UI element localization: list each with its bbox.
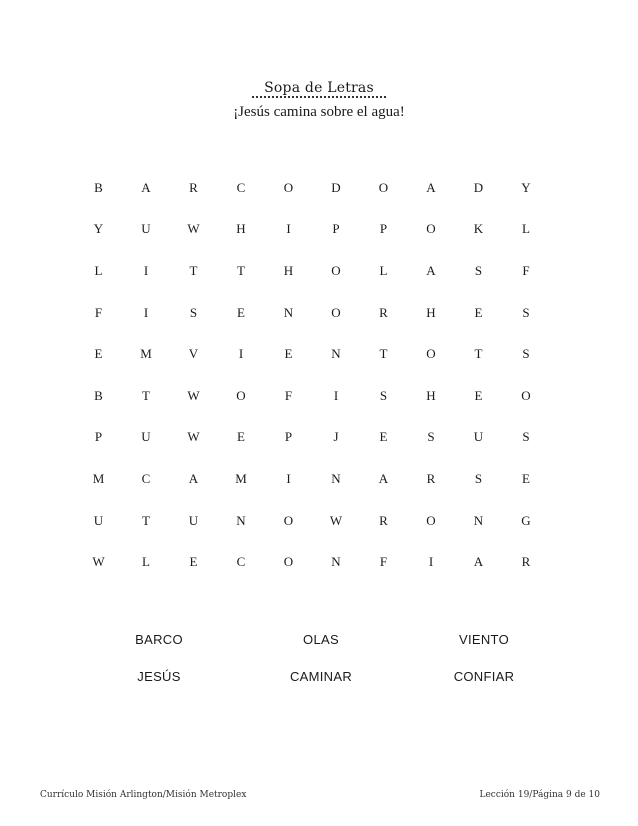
grid-row [75,250,555,292]
word-list-item: CAMINAR [289,669,353,684]
grid-letter: B [94,179,104,195]
grid-letter: A [188,470,199,486]
grid-letter: S [522,429,531,445]
grid-letter: O [283,179,294,195]
grid-letter: E [522,470,531,486]
grid-letter: E [284,346,293,362]
grid-letter: O [331,304,342,320]
grid-letter: W [187,429,201,445]
grid-letter: C [236,179,246,195]
grid-letter: W [187,221,201,237]
word-list-item: CONFIAR [453,669,515,684]
grid-letter: O [378,179,389,195]
grid-letter: M [140,346,153,362]
grid-letter: N [331,346,342,362]
grid-letter: Y [521,179,532,195]
grid-letter: U [141,429,152,445]
grid-letter: T [189,262,198,278]
footer-curriculum: Currículo Misión Arlington/Misión Metroplex [40,790,247,800]
grid-letter: E [237,429,246,445]
grid-letter: K [473,221,484,237]
grid-letter: I [143,304,149,320]
grid-letter: U [93,512,104,528]
grid-letter: N [331,470,342,486]
grid-letter: E [474,304,483,320]
grid-letter: T [237,262,246,278]
grid-row [75,375,555,417]
grid-letter: L [94,262,103,278]
grid-letter: O [283,512,294,528]
grid-letter: P [379,221,388,237]
grid-letter: A [426,262,437,278]
grid-letter: O [331,262,342,278]
grid-letter: T [474,346,483,362]
grid-letter: I [286,221,292,237]
word-list-item: VIENTO [459,632,509,647]
grid-letter: V [188,346,199,362]
grid-letter: C [236,554,246,570]
grid-letter: D [331,179,342,195]
grid-letter: O [426,346,437,362]
grid-letter: O [426,221,437,237]
grid-row [75,167,555,209]
grid-letter: P [332,221,341,237]
grid-letter: O [236,387,247,403]
grid-letter: W [187,387,201,403]
grid-letter: S [427,429,436,445]
grid-row [75,541,555,583]
grid-letter: A [426,179,437,195]
grid-letter: P [284,429,293,445]
grid-letter: E [379,429,388,445]
word-list-row [0,632,638,669]
grid-row [75,500,555,542]
grid-letter: T [142,512,151,528]
grid-letter: H [426,387,437,403]
word-list [0,632,638,706]
grid-letter: N [473,512,484,528]
grid-letter: R [379,304,389,320]
grid-letter: O [283,554,294,570]
grid-letter: W [92,554,106,570]
grid-letter: N [236,512,247,528]
grid-letter: S [379,387,388,403]
grid-row [75,209,555,251]
grid-letter: I [143,262,149,278]
word-list-item: BARCO [135,632,183,647]
grid-letter: H [283,262,294,278]
word-list-item: OLAS [303,632,339,647]
grid-letter: G [521,512,532,528]
word-list-row [0,669,638,706]
grid-letter: F [379,554,388,570]
grid-letter: M [92,470,105,486]
grid-letter: F [522,262,531,278]
grid-row [75,292,555,334]
grid-letter: L [379,262,388,278]
grid-letter: M [235,470,248,486]
grid-letter: E [474,387,483,403]
grid-letter: H [426,304,437,320]
grid-letter: U [141,221,152,237]
word-list-item: JESÚS [137,669,181,684]
grid-letter: S [189,304,198,320]
grid-row [75,333,555,375]
grid-letter: I [238,346,244,362]
grid-letter: E [94,346,103,362]
grid-letter: T [142,387,151,403]
grid-letter: Y [93,221,104,237]
grid-letter: T [379,346,388,362]
grid-letter: O [521,387,532,403]
word-search-grid [75,167,555,583]
grid-letter: A [378,470,389,486]
page-title: Sopa de Letras [264,80,374,96]
grid-letter: D [473,179,484,195]
grid-letter: C [141,470,151,486]
title-underline [252,92,386,98]
grid-letter: F [284,387,293,403]
grid-letter: P [94,429,103,445]
grid-letter: E [237,304,246,320]
grid-letter: O [426,512,437,528]
grid-letter: L [142,554,151,570]
grid-letter: R [426,470,436,486]
grid-letter: J [333,429,340,445]
grid-letter: R [379,512,389,528]
grid-letter: E [189,554,198,570]
grid-letter: L [522,221,531,237]
grid-letter: R [189,179,199,195]
grid-letter: F [94,304,103,320]
grid-letter: R [521,554,531,570]
grid-letter: I [333,387,339,403]
grid-letter: W [329,512,343,528]
grid-letter: N [331,554,342,570]
grid-letter: U [188,512,199,528]
grid-letter: U [473,429,484,445]
grid-letter: B [94,387,104,403]
grid-letter: S [522,304,531,320]
grid-letter: S [474,470,483,486]
footer-page-number: Lección 19/Página 9 de 10 [479,790,600,800]
grid-letter: S [522,346,531,362]
grid-letter: H [236,221,247,237]
grid-letter: I [286,470,292,486]
grid-letter: A [141,179,152,195]
page-subtitle: ¡Jesús camina sobre el agua! [233,104,405,120]
grid-row [75,458,555,500]
grid-letter: N [283,304,294,320]
grid-letter: I [428,554,434,570]
grid-letter: S [474,262,483,278]
grid-row [75,417,555,459]
grid-letter: A [473,554,484,570]
